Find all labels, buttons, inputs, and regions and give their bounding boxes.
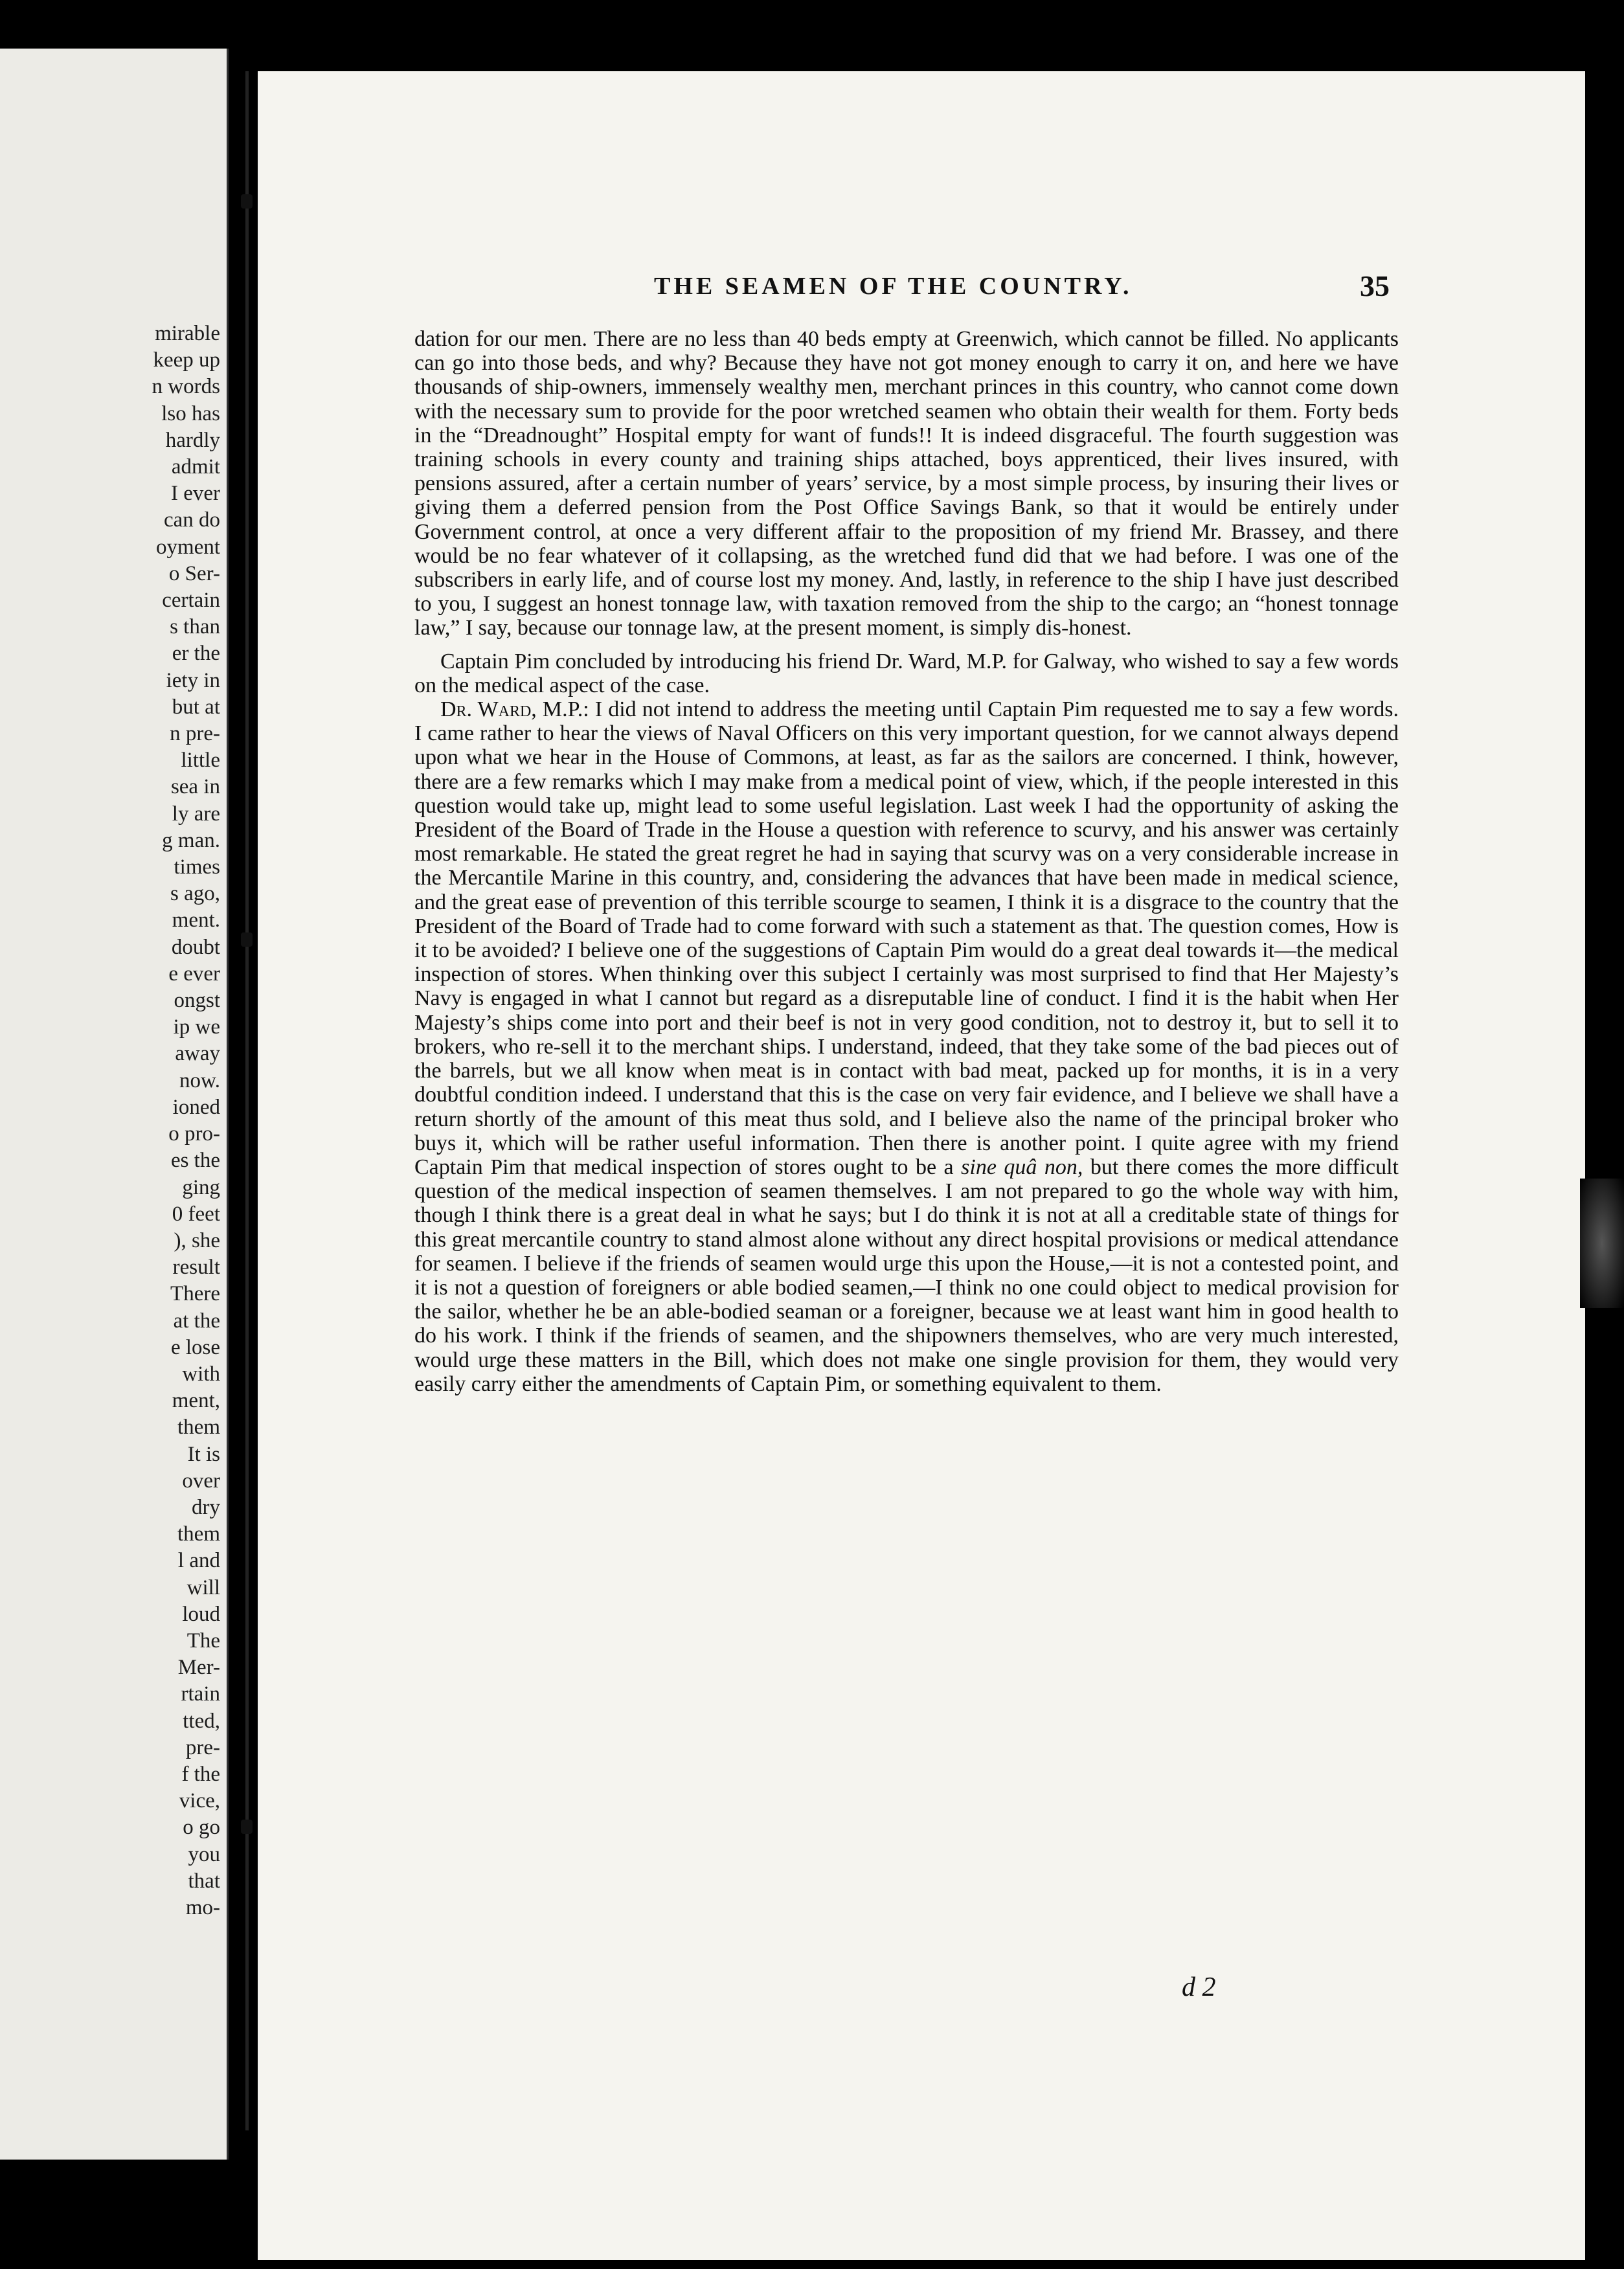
left-page <box>0 49 229 2160</box>
left-fragment-line: tted, <box>183 1709 220 1733</box>
left-fragment-line: but at <box>172 695 220 719</box>
left-fragment-line: you <box>188 1842 220 1866</box>
left-fragment-line: er the <box>172 642 220 666</box>
left-fragment-line: little <box>181 749 220 773</box>
left-fragment-line: admit <box>171 455 220 479</box>
paragraph-3-text: I did not intend to address the meeting until Captain Pim requested me to say a few words. I came rather to hear the views of Naval Officers on this very important question, for we cannot always depend upon what we hear in the House of Commons, at least, as far as the sailors are concerned. I think, however, there are a few remarks which I may make from a medical point of view, which, if the people interested in this question would take up, might lead to some useful legislation. Last week I had the opportunity of asking the President of the Board of Trade in the House a question with reference to scurvy, and his answer was certainly most remarkable. He stated the great regret he had in saying that scurvy was on a very considerable increase in the Mercantile Marine in this country, and, considering the advances that have been made in medical science, and the great ease of prevention of this terrible scourge to seamen, I think it is a disgrace to the country that the President of the Board of Trade had to come forward with such a statement as that. The question comes, How is it to be avoided? I believe one of the suggestions of Captain Pim would do a great deal towards it—the medical inspection of stores. When thinking over this subject I certainly was most surprised to find that Her Majesty’s Navy is engaged in what I cannot but regard as a disreputable line of conduct. I find it is the habit when Her Majesty’s ships come into port and their beef is not in very good condition, not to destroy it, but to sell it to brokers, who re-sell it to the merchant ships. I understand, indeed, that they take some of the bad pieces out of the barrels, but we all know when meat is in contact with bad meat, packed up for months, it is in a very doubtful condition indeed. I understand that this is the case on very fair evidence, and I believe we shall have a return shortly of the amount of this meat thus sold, and I believe also the name of the principal broker who buys it, which will be rather useful information. Then there is another point. I quite agree with my friend Captain Pim that medical inspection of stores ought to be a <box>414 697 1399 1179</box>
left-fragment-line: es the <box>170 1149 220 1173</box>
left-fragment-line: with <box>182 1362 220 1386</box>
left-fragment-line: doubt <box>171 935 220 959</box>
left-fragment-line: away <box>175 1042 220 1066</box>
left-fragment-line: s than <box>170 615 220 639</box>
body-text <box>414 327 1399 1396</box>
left-fragment-line: result <box>172 1256 220 1280</box>
left-fragment-line: certain <box>162 589 220 613</box>
left-fragment-line: It is <box>187 1442 220 1466</box>
left-fragment-line: 0 feet <box>172 1202 220 1226</box>
left-page-fragments <box>6 321 220 1921</box>
left-fragment-line: ioned <box>172 1095 220 1119</box>
left-fragment-line: ), she <box>174 1228 220 1252</box>
running-head: THE SEAMEN OF THE COUNTRY. <box>654 273 1133 300</box>
left-fragment-line: rtain <box>181 1682 220 1706</box>
left-fragment-line: them <box>177 1416 220 1439</box>
left-fragment-line: n pre- <box>170 722 220 746</box>
left-fragment-line: The <box>186 1629 220 1653</box>
left-fragment-line: times <box>174 855 220 879</box>
left-fragment-line: n words <box>152 375 220 399</box>
left-fragment-line: There <box>170 1282 220 1306</box>
edge-smudge <box>1580 1179 1624 1308</box>
left-fragment-line: sea in <box>170 775 220 799</box>
left-fragment-line: vice, <box>179 1789 220 1813</box>
left-fragment-line: g man. <box>162 828 220 852</box>
left-fragment-line: them <box>177 1522 220 1546</box>
left-fragment-line: l and <box>177 1549 220 1573</box>
speaker-name: Dr. Ward, M.P.: <box>440 697 589 722</box>
left-fragment-line: iety in <box>166 668 220 692</box>
paragraph-1: dation for our men. There are no less than 40 beds empty at Greenwich, which cannot be filled. No applicants can go into those beds, and why? Because they have not got money enough to carry it on, and here we have thousands of ship-owners, immensely wealthy men, merchant princes in this country, who cannot come down with the necessary sum to provide for the poor wretched seamen who obtain their wealth for them. Forty beds in the “Dreadnought” Hospital empty for want of funds!! It is indeed disgraceful. The fourth suggestion was training schools in every county and training ships attached, boys apprenticed, their lives insured, with pensions assured, after a certain number of years’ service, by a most simple process, by insuring their lives or giving them a deferred pension from the Post Office Savings Bank, so that it would be entirely under Government control, at once a very different affair to the proposition of my friend Mr. Brassey, and there would be no fear whatever of it collapsing, as the wretched fund did that we had before. I was one of the subscribers in early life, and of course lost my money. And, lastly, in reference to the ship I have just described to you, I suggest an honest tonnage law, with taxation removed from the ship to the cargo; an “honest tonnage law,” I say, because our tonnage law, at the present moment, is simply dis-honest. <box>414 327 1399 640</box>
left-fragment-line: o Ser- <box>168 561 220 585</box>
left-fragment-line: keep up <box>153 348 220 372</box>
left-fragment-line: pre- <box>185 1735 220 1759</box>
left-fragment-line: will <box>186 1575 220 1599</box>
left-fragment-line: that <box>188 1869 220 1893</box>
left-fragment-line: o go <box>183 1816 220 1840</box>
left-fragment-line: oyment <box>156 535 220 559</box>
latin-phrase: sine quâ non, <box>961 1155 1083 1179</box>
left-fragment-line: e lose <box>170 1335 220 1359</box>
left-fragment-line: lso has <box>161 401 220 425</box>
left-fragment-line: ip we <box>173 1015 220 1039</box>
left-fragment-line: now. <box>179 1068 220 1092</box>
page-number: 35 <box>1360 269 1390 302</box>
left-fragment-line: Mer- <box>177 1656 220 1680</box>
paragraph-2: Captain Pim concluded by introducing his friend Dr. Ward, M.P. for Galway, who wished to say a few words on the medical aspect of the case. <box>414 649 1399 697</box>
left-fragment-line: mo- <box>185 1895 220 1919</box>
left-fragment-line: I ever <box>170 482 220 506</box>
left-fragment-line: loud <box>182 1602 220 1626</box>
signature-mark: d 2 <box>1182 1972 1216 2002</box>
left-fragment-line: at the <box>173 1309 220 1333</box>
left-fragment-line: ment, <box>172 1389 220 1413</box>
left-fragment-line: ging <box>182 1175 220 1199</box>
left-fragment-line: o pro- <box>168 1122 220 1146</box>
left-fragment-line: over <box>182 1469 220 1493</box>
left-fragment-line: ment. <box>172 909 220 932</box>
paragraph-3 <box>414 697 1399 1396</box>
binding-stitch <box>241 71 253 2130</box>
left-fragment-line: f the <box>181 1762 220 1786</box>
left-fragment-line: ly are <box>172 802 220 826</box>
paragraph-3-rest: but there comes the more difficult question of the medical inspection of seamen themselves. I am not prepared to go the whole way with him, though I think there is a great deal in what he says; but I do think it is not at all a creditable state of things for this great mercantile country to stand almost alone without any direct hospital provisions or medical attendance for seamen. I believe if the friends of seamen would urge this upon the House,—it is not a contested point, and it is not a question of foreigners or able bodied seamen,—I think no one could object to medical provision for the sailor, whether he be an able-bodied seaman or a foreigner, because we at least want him in good health to do his work. I think if the friends of seamen, and the shipowners themselves, who are very much interested, would urge these matters in the Bill, which does not make one single provision for them, they would very easily carry either the amendments of Captain Pim, or something equivalent to them. <box>414 1155 1399 1396</box>
left-fragment-line: e ever <box>168 962 220 986</box>
left-fragment-line: can do <box>163 508 220 532</box>
left-fragment-line: mirable <box>155 322 220 345</box>
left-fragment-line: dry <box>192 1495 220 1519</box>
left-fragment-line: s ago, <box>170 882 220 906</box>
left-fragment-line: ongst <box>174 989 220 1013</box>
left-fragment-line: hardly <box>165 428 220 452</box>
